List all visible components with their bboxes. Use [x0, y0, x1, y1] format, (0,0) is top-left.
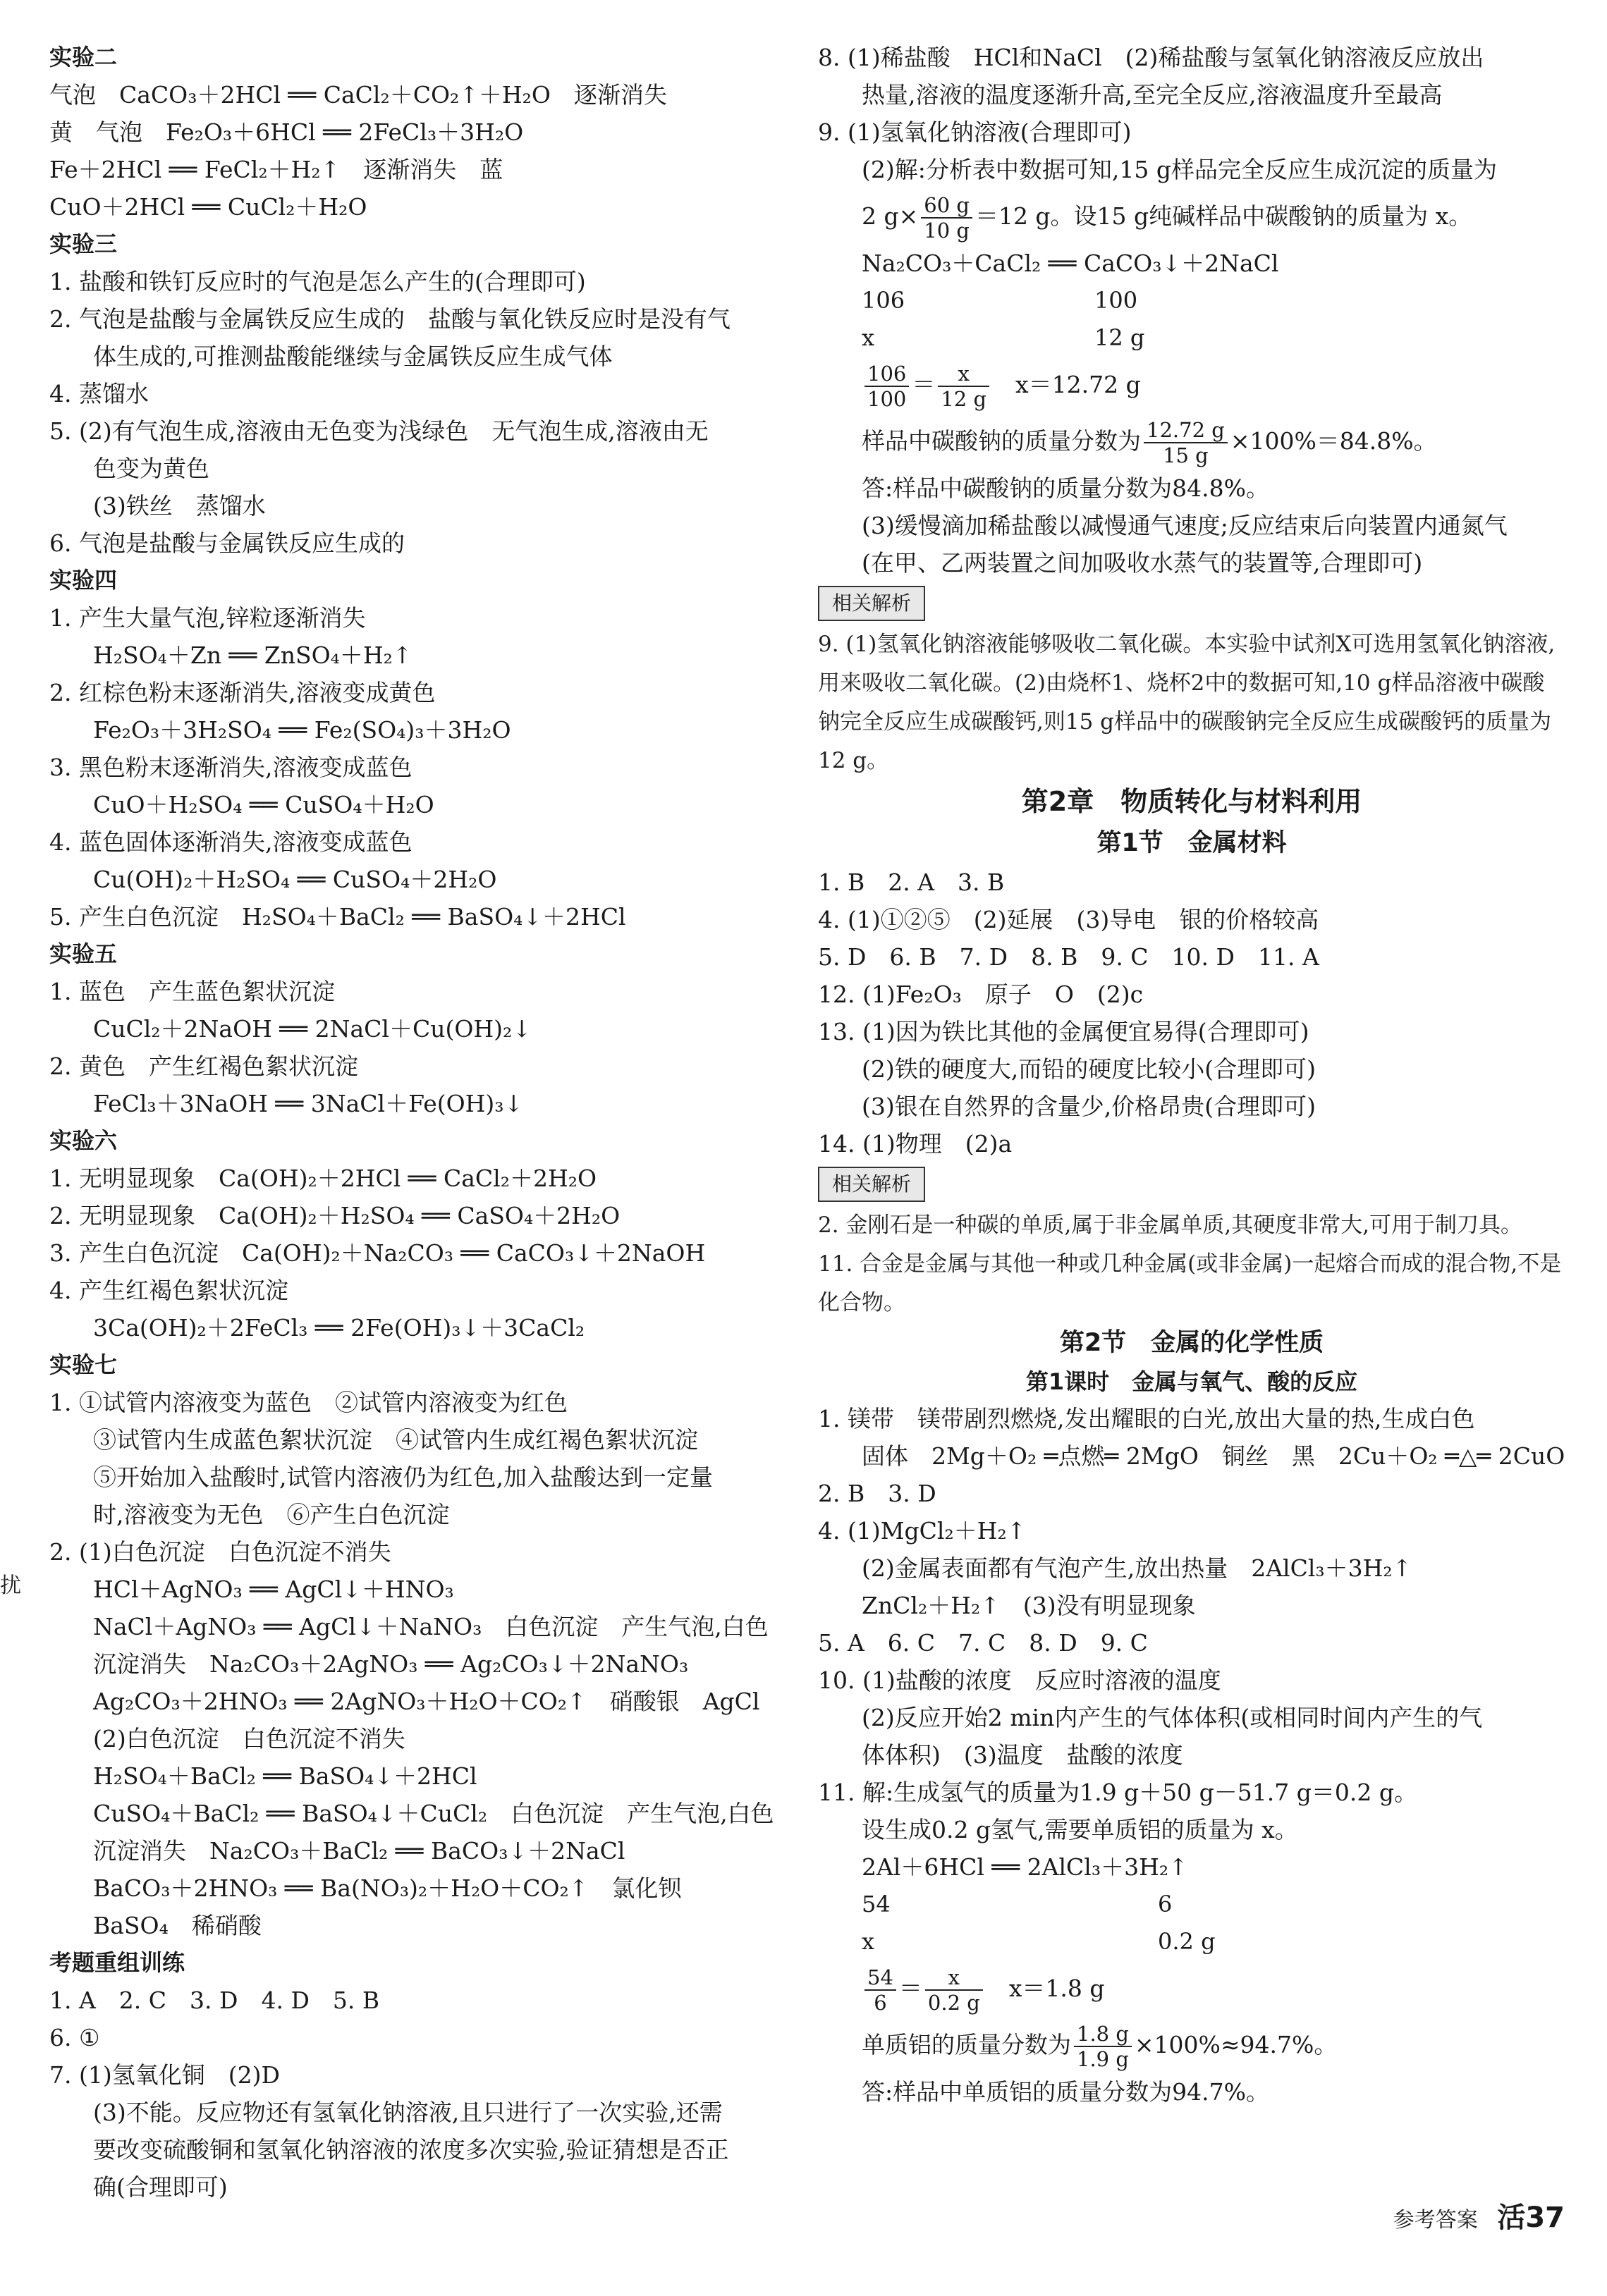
answer-line: 14. (1)物理 (2)a	[818, 1130, 1013, 1158]
margin-fragment: 扰	[0, 1573, 21, 1598]
equation-line: Ag₂CO₃＋2HNO₃ ══ 2AgNO₃＋H₂O＋CO₂↑ 硝酸银 AgCl	[93, 1688, 760, 1715]
answer-line: (2)金属表面都有气泡产生,放出热量 2AlCl₃＋3H₂↑	[862, 1554, 1412, 1582]
equation-line: NaCl＋AgNO₃ ══ AgCl↓＋NaNO₃ 白色沉淀 产生气泡,白色	[93, 1613, 769, 1640]
right-column	[818, 39, 1565, 2111]
answer-line: 固体 2Mg＋O₂ ═点燃═ 2MgO 铜丝 黑 2Cu＋O₂ ═△═ 2CuO	[862, 1442, 1565, 1470]
equation-line: CuO＋H₂SO₄ ══ CuSO₄＋H₂O	[93, 791, 434, 818]
equation-line: Cu(OH)₂＋H₂SO₄ ══ CuSO₄＋2H₂O	[93, 866, 497, 893]
answer-line: 答:样品中单质铝的质量分数为94.7%。	[862, 2078, 1269, 2106]
related-analysis-badge: 相关解析	[818, 1162, 1565, 1206]
answer-line: 1. 镁带 镁带剧烈燃烧,发出耀眼的白光,放出大量的热,生成白色	[818, 1405, 1475, 1432]
answer-line: 1. 无明显现象 Ca(OH)₂＋2HCl ══ CaCl₂＋2H₂O	[49, 1165, 597, 1192]
answer-line: 体体积) (3)温度 盐酸的浓度	[862, 1741, 1183, 1769]
answer-line: 1. ①试管内溶液变为蓝色 ②试管内溶液变为红色	[49, 1389, 568, 1416]
equation-line: H₂SO₄＋Zn ══ ZnSO₄＋H₂↑	[93, 641, 413, 669]
fraction: $\frac{106}{100}$	[864, 362, 909, 411]
fraction-line: $\frac{54}{6}$ ＝ $\frac{x}{0.2 g}$ x＝1.8 g	[818, 1960, 1565, 2017]
fraction-line: 2 g× $\frac{60 g}{10 g}$ ＝12 g。设15 g纯碱样品中碳酸钠的质量为 x。	[862, 193, 1472, 243]
answer-line: 体生成的,可推测盐酸能继续与金属铁反应生成气体	[93, 343, 613, 370]
answer-line: 2. 黄色 产生红褐色絮状沉淀	[49, 1052, 358, 1080]
answer-line: 1. B 2. A 3. B	[818, 868, 1005, 896]
answer-line: 2. B 3. D	[818, 1480, 936, 1507]
answer-line: 9. (1)氢氧化钠溶液(合理即可)	[818, 118, 1132, 146]
answer-line: 8. (1)稀盐酸 HCl和NaCl (2)稀盐酸与氢氧化钠溶液反应放出	[818, 44, 1484, 71]
answer-line: ⑤开始加入盐酸时,试管内溶液仍为红色,加入盐酸达到一定量	[93, 1463, 713, 1491]
answer-line: (2)解:分析表中数据可知,15 g样品完全反应生成沉淀的质量为	[862, 156, 1497, 183]
answer-line: 5. D 6. B 7. D 8. B 9. C 10. D 11. A	[818, 943, 1319, 971]
equation-line: 沉淀消失 Na₂CO₃＋2AgNO₃ ══ Ag₂CO₃↓＋2NaNO₃	[93, 1650, 689, 1678]
answer-line: 气泡 CaCO₃＋2HCl ══ CaCl₂＋CO₂↑＋H₂O 逐渐消失	[49, 81, 667, 109]
equation-line: Fe₂O₃＋3H₂SO₄ ══ Fe₂(SO₄)₃＋3H₂O	[93, 716, 511, 744]
left-column	[49, 39, 797, 2206]
answer-line: 1. 蓝色 产生蓝色絮状沉淀	[49, 978, 335, 1005]
analysis-note: 11. 合金是金属与其他一种或几种金属(或非金属)一起熔合而成的混合物,不是化合物。	[818, 1251, 1562, 1315]
ratio-table: 106 100 x 12 g	[862, 286, 1145, 351]
fraction: $\frac{x}{12 g}$	[938, 362, 989, 411]
section-heading: 实验五	[49, 940, 118, 967]
answer-line: ZnCl₂＋H₂↑ (3)没有明显现象	[862, 1592, 1196, 1619]
answer-line: 4. (1)MgCl₂＋H₂↑	[818, 1517, 1027, 1545]
page-number: 37	[1525, 2202, 1565, 2234]
fraction-line: 单质铝的质量分数为 $\frac{1.8 g}{1.9 g}$ ×100%≈94.7%。	[862, 2022, 1338, 2071]
answer-line: 7. (1)氢氧化铜 (2)D	[49, 2061, 280, 2089]
answer-line: 1. 盐酸和铁钉反应时的气泡是怎么产生的(合理即可)	[49, 268, 586, 295]
answer-line: 设生成0.2 g氢气,需要单质铝的质量为 x。	[862, 1816, 1298, 1843]
equation-line: 沉淀消失 Na₂CO₃＋BaCl₂ ══ BaCO₃↓＋2NaCl	[93, 1837, 625, 1865]
section-heading: 考题重组训练	[49, 1949, 185, 1976]
page-footer	[1393, 2199, 1565, 2236]
equation-line: CuSO₄＋BaCl₂ ══ BaSO₄↓＋CuCl₂ 白色沉淀 产生气泡,白色	[93, 1800, 774, 1827]
chapter-title: 第2章 物质转化与材料利用	[1021, 786, 1362, 817]
answer-line: 10. (1)盐酸的浓度 反应时溶液的温度	[818, 1666, 1221, 1694]
answer-line: 5. (2)有气泡生成,溶液由无色变为浅绿色 无气泡生成,溶液由无	[49, 417, 709, 445]
answer-line: (2)反应开始2 min内产生的气体体积(或相同时间内产生的气	[862, 1704, 1483, 1731]
ratio-table: 54 6 x 0.2 g	[862, 1890, 1216, 1955]
answer-line: 2. 气泡是盐酸与金属铁反应生成的 盐酸与氧化铁反应时是没有气	[49, 305, 731, 333]
section-title: 第2节 金属的化学性质	[1059, 1329, 1324, 1357]
answer-line: 5. A 6. C 7. C 8. D 9. C	[818, 1629, 1148, 1657]
fraction: $\frac{12.72 g}{15 g}$	[1144, 418, 1228, 467]
equation-line: HCl＋AgNO₃ ══ AgCl↓＋HNO₃	[93, 1576, 454, 1603]
answer-line: 2. (1)白色沉淀 白色沉淀不消失	[49, 1538, 391, 1566]
answer-line: 4. 蓝色固体逐渐消失,溶液变成蓝色	[49, 828, 413, 856]
section-title: 第1节 金属材料	[1096, 829, 1287, 857]
answer-line: 答:样品中碳酸钠的质量分数为84.8%。	[862, 474, 1269, 502]
answer-line: 6. 气泡是盐酸与金属铁反应生成的	[49, 529, 405, 557]
answer-line: BaSO₄ 稀硝酸	[93, 1912, 262, 1939]
answer-line: (2)铁的硬度大,而铅的硬度比较小(合理即可)	[862, 1055, 1316, 1083]
footer-mark: 活	[1497, 2202, 1526, 2234]
answer-line: 确(合理即可)	[93, 2173, 228, 2201]
answer-line: 4. 产生红褐色絮状沉淀	[49, 1277, 288, 1304]
answer-line: 1. 产生大量气泡,锌粒逐渐消失	[49, 604, 366, 632]
answer-line: CuO＋2HCl ══ CuCl₂＋H₂O	[49, 193, 367, 221]
answer-line: 13. (1)因为铁比其他的金属便宜易得(合理即可)	[818, 1018, 1309, 1045]
answer-line: 色变为黄色	[93, 455, 209, 482]
lesson-title: 第1课时 金属与氧气、酸的反应	[1025, 1368, 1358, 1395]
fraction: $\frac{x}{0.2 g}$	[925, 1965, 983, 2015]
answer-line: (3)银在自然界的含量少,价格昂贵(合理即可)	[862, 1093, 1316, 1120]
answer-line: Fe＋2HCl ══ FeCl₂＋H₂↑ 逐渐消失 蓝	[49, 156, 503, 183]
answer-line: 3. 黑色粉末逐渐消失,溶液变成蓝色	[49, 754, 413, 781]
equation-line: FeCl₃＋3NaOH ══ 3NaCl＋Fe(OH)₃↓	[93, 1090, 524, 1117]
related-analysis-badge: 相关解析	[818, 582, 1565, 625]
section-heading: 实验三	[49, 231, 118, 257]
section-heading: 实验二	[49, 44, 118, 70]
fraction: $\frac{60 g}{10 g}$	[921, 193, 972, 243]
answer-line: 黄 气泡 Fe₂O₃＋6HCl ══ 2FeCl₃＋3H₂O	[49, 118, 524, 146]
equation-line: BaCO₃＋2HNO₃ ══ Ba(NO₃)₂＋H₂O＋CO₂↑ 氯化钡	[93, 1874, 682, 1902]
section-heading: 实验四	[49, 567, 118, 594]
answer-line: 1. A 2. C 3. D 4. D 5. B	[49, 1987, 380, 2014]
answer-line: 时,溶液变为无色 ⑥产生白色沉淀	[93, 1501, 450, 1528]
answer-line: 12. (1)Fe₂O₃ 原子 O (2)c	[818, 981, 1144, 1008]
equation-line: 3Ca(OH)₂＋2FeCl₃ ══ 2Fe(OH)₃↓＋3CaCl₂	[93, 1314, 585, 1342]
fraction: $\frac{1.8 g}{1.9 g}$	[1074, 2022, 1132, 2071]
equation-line: CuCl₂＋2NaOH ══ 2NaCl＋Cu(OH)₂↓	[93, 1015, 532, 1043]
fraction-line: $\frac{106}{100}$ ＝ $\frac{x}{12 g}$ x＝12.72 g	[818, 357, 1565, 413]
equation-line: H₂SO₄＋BaCl₂ ══ BaSO₄↓＋2HCl	[93, 1762, 477, 1790]
answer-line: (在甲、乙两装置之间加吸收水蒸气的装置等,合理即可)	[862, 549, 1423, 577]
answer-line: (3)铁丝 蒸馏水	[93, 492, 266, 520]
section-heading: 实验七	[49, 1351, 118, 1378]
analysis-note: 2. 金刚石是一种碳的单质,属于非金属单质,其硬度非常大,可用于制刀具。	[818, 1213, 1522, 1238]
equation-line: 2Al＋6HCl ══ 2AlCl₃＋3H₂↑	[862, 1853, 1188, 1881]
section-heading: 实验六	[49, 1127, 118, 1154]
answer-line: 6. ①	[49, 2024, 100, 2051]
fraction-line: 样品中碳酸钠的质量分数为 $\frac{12.72 g}{15 g}$ ×100%＝84.8%。	[862, 418, 1437, 467]
footer-label: 参考答案	[1393, 2208, 1478, 2233]
answer-line: 11. 解:生成氢气的质量为1.9 g＋50 g－51.7 g＝0.2 g。	[818, 1779, 1417, 1806]
answer-line: 2. 红棕色粉末逐渐消失,溶液变成黄色	[49, 679, 436, 706]
answer-line: 2. 无明显现象 Ca(OH)₂＋H₂SO₄ ══ CaSO₄＋2H₂O	[49, 1202, 621, 1229]
answer-line: 热量,溶液的温度逐渐升高,至完全反应,溶液温度升至最高	[862, 81, 1443, 109]
answer-line: 要改变硫酸铜和氢氧化钠溶液的浓度多次实验,验证猜想是否正	[93, 2136, 729, 2163]
answer-line: 4. 蒸馏水	[49, 380, 149, 407]
answer-line: (3)缓慢滴加稀盐酸以减慢通气速度;反应结束后向装置内通氮气	[862, 512, 1508, 539]
answer-line: 5. 产生白色沉淀 H₂SO₄＋BaCl₂ ══ BaSO₄↓＋2HCl	[49, 903, 626, 931]
equation-line: Na₂CO₃＋CaCl₂ ══ CaCO₃↓＋2NaCl	[862, 250, 1279, 277]
answer-line: ③试管内生成蓝色絮状沉淀 ④试管内生成红褐色絮状沉淀	[93, 1426, 698, 1454]
answer-line: 3. 产生白色沉淀 Ca(OH)₂＋Na₂CO₃ ══ CaCO₃↓＋2NaOH	[49, 1239, 706, 1267]
fraction: $\frac{54}{6}$	[864, 1965, 896, 2015]
answer-line: (3)不能。反应物还有氢氧化钠溶液,且只进行了一次实验,还需	[93, 2099, 723, 2126]
answer-line: (2)白色沉淀 白色沉淀不消失	[93, 1725, 405, 1752]
answer-line: 4. (1)①②⑤ (2)延展 (3)导电 银的价格较高	[818, 906, 1319, 933]
analysis-note: 9. (1)氢氧化钠溶液能够吸收二氧化碳。本实验中试剂X可选用氢氧化钠溶液,用来吸收二氧化碳。(2)由烧杯1、烧杯2中的数据可知,10 g样品溶液中碳酸钠完全反应生成碳酸钙,则15 g样品中的碳酸钠完全反应生成碳酸钙的质量为12 g。	[818, 632, 1556, 773]
